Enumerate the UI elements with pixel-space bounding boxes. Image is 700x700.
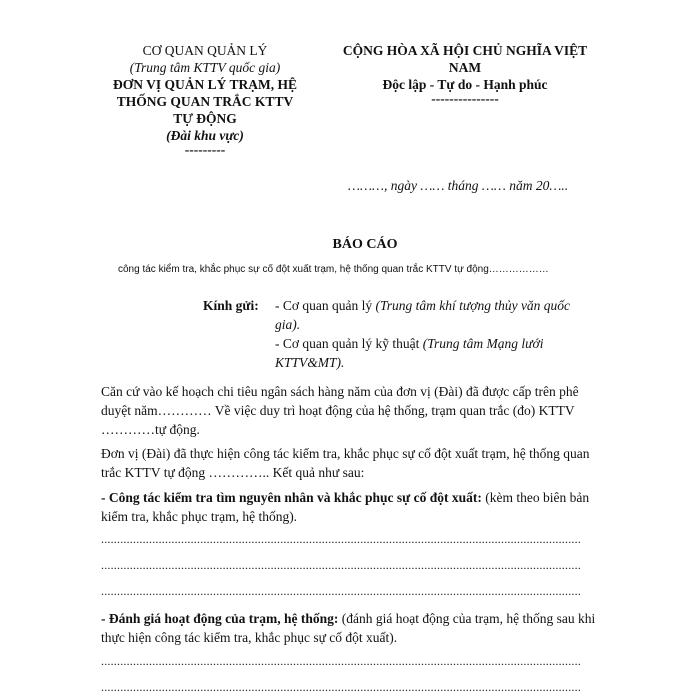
section-evaluation	[101, 609, 641, 647]
country-name-line2: NAM	[448, 60, 482, 75]
unit-name-line3: TỰ ĐỘNG	[173, 111, 237, 126]
paragraph-basis-line1: Căn cứ vào kế hoạch chi tiêu ngân sách hàng năm của đơn vị (Đài) đã được cấp trên phê	[101, 384, 579, 399]
paragraph-basis-line2: duyệt năm………… Về việc duy trì hoạt động của hệ thống, trạm quan trắc (đo) KTTV	[101, 403, 575, 418]
section-inspection-line1: - Công tác kiểm tra tìm nguyên nhân và khắc phục sự cố đột xuất: (kèm theo biên bản	[101, 490, 590, 505]
recipients-label: Kính gửi:	[203, 298, 259, 313]
dotted-fill-line: ......................................................................................................................................................	[101, 532, 581, 546]
paragraph-result	[101, 444, 641, 482]
recipient-2-cont: KTTV&MT).	[275, 355, 345, 370]
report-subtitle: công tác kiểm tra, khắc phục sự cố đột xuất trạm, hệ thống quan trắc KTTV tự động………………	[118, 264, 549, 275]
paragraph-basis	[101, 382, 641, 439]
org-subtitle: (Trung tâm KTTV quốc gia)	[129, 60, 281, 75]
header-left	[105, 42, 305, 156]
org-name: CƠ QUAN QUẢN LÝ	[142, 43, 268, 58]
country-name-line1: CỘNG HÒA XÃ HỘI CHỦ NGHĨA VIỆT	[342, 43, 588, 58]
dotted-fill-line: ......................................................................................................................................................	[101, 584, 581, 598]
right-divider: ---------------	[431, 91, 499, 106]
paragraph-result-line1: Đơn vị (Đài) đã thực hiện công tác kiểm tra, khắc phục sự cố đột xuất trạm, hệ thống quan	[101, 446, 590, 461]
motto: Độc lập - Tự do - Hạnh phúc	[382, 77, 548, 92]
unit-name-line1: ĐƠN VỊ QUẢN LÝ TRẠM, HỆ	[112, 77, 298, 92]
paragraph-basis-line3: …………tự động.	[101, 422, 200, 437]
section-evaluation-line2: thực hiện công tác kiểm tra, khắc phục sự cố đột xuất).	[101, 630, 398, 645]
recipients-list	[275, 296, 635, 372]
unit-subtitle: (Đài khu vực)	[166, 128, 244, 143]
report-title: BÁO CÁO	[332, 237, 398, 252]
recipient-1-cont: gia).	[275, 317, 301, 332]
section-inspection	[101, 488, 641, 526]
unit-name-line2: THỐNG QUAN TRẮC KTTV	[116, 94, 294, 109]
recipient-2: - Cơ quan quản lý kỹ thuật (Trung tâm Mạng lưới	[275, 336, 544, 351]
dotted-fill-line: ......................................................................................................................................................	[101, 680, 581, 694]
dotted-fill-line: ......................................................................................................................................................	[101, 654, 581, 668]
paragraph-result-line2: trắc KTTV tự động ………….. Kết quả như sau:	[101, 465, 365, 480]
left-divider: ---------	[184, 142, 226, 157]
recipient-1: - Cơ quan quản lý (Trung tâm khí tượng thủy văn quốc	[275, 298, 571, 313]
section-evaluation-line1: - Đánh giá hoạt động của trạm, hệ thống: (đánh giá hoạt động của trạm, hệ thống sau khi	[101, 611, 596, 626]
dotted-fill-line: ......................................................................................................................................................	[101, 558, 581, 572]
header-right	[315, 42, 615, 105]
date-line: ………, ngày …… tháng …… năm 20…..	[348, 178, 569, 193]
section-inspection-line2: kiểm tra, khắc phục trạm, hệ thống).	[101, 509, 298, 524]
